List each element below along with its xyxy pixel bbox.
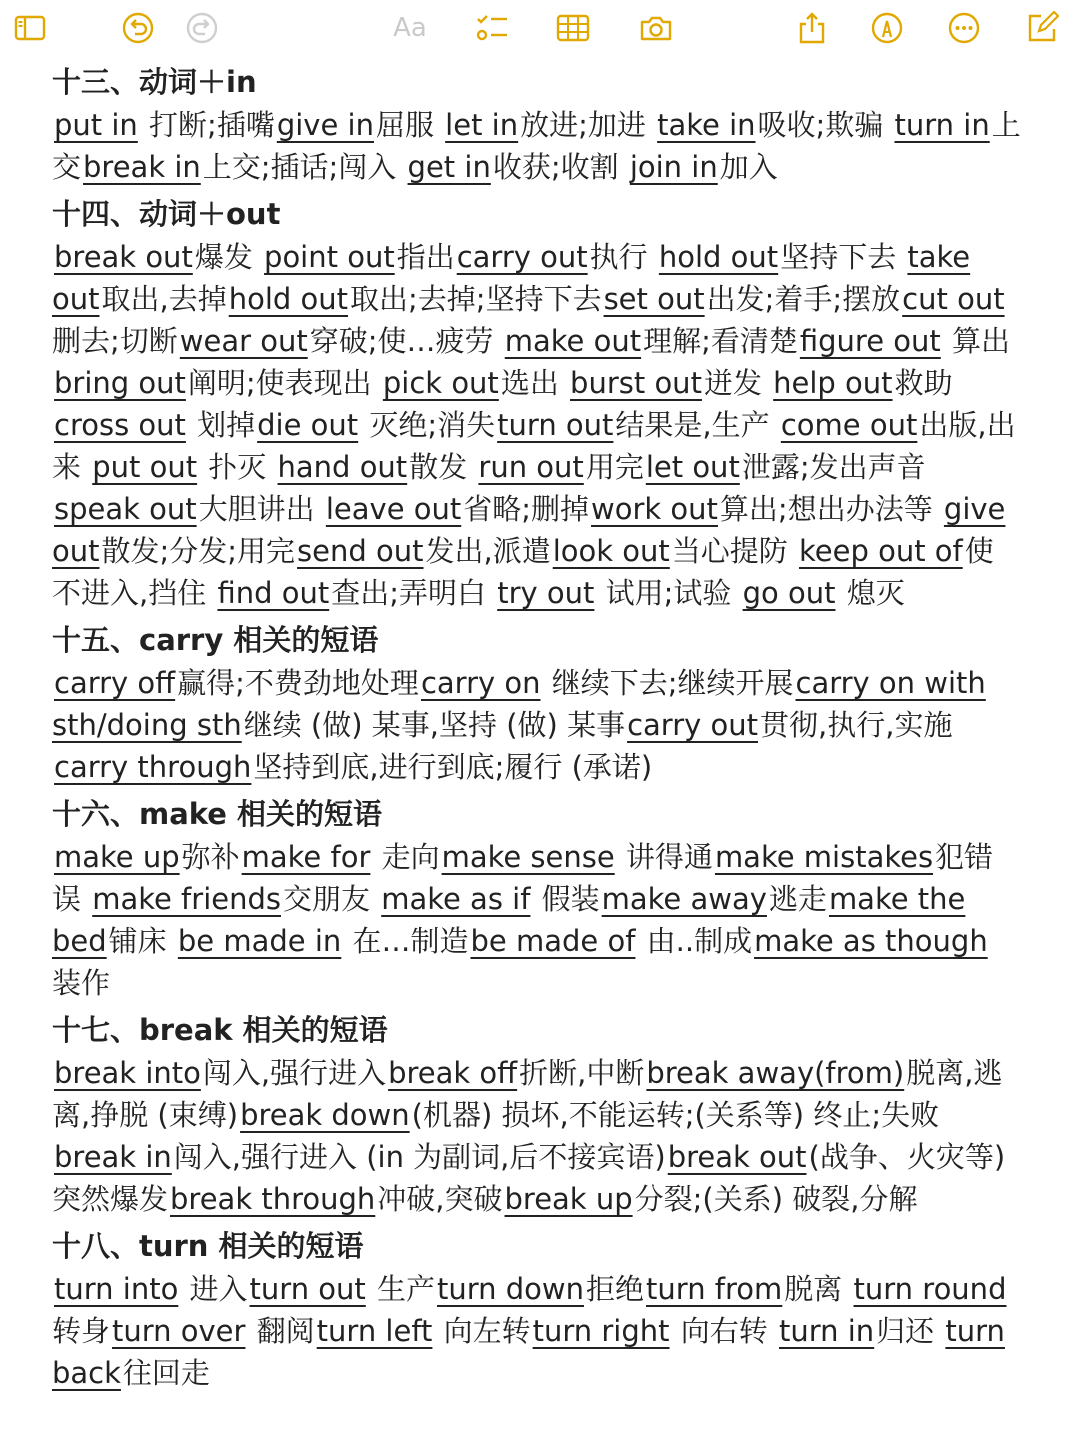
phrase-meaning: 用完 [585, 450, 644, 484]
phrase: run out [478, 450, 584, 484]
phrase-meaning: 在…制造 [343, 924, 469, 958]
phrase: make away [601, 882, 767, 916]
phrase: cut out [902, 282, 1005, 316]
section-heading: 十三、动词＋in [52, 65, 257, 99]
phrase: break in [54, 1140, 172, 1174]
section-paragraph [52, 236, 1022, 614]
phrase-meaning: 闯入,强行进入 [202, 1056, 387, 1090]
phrase-meaning: 弥补 [181, 840, 240, 874]
phrase-meaning: 查出;弄明白 [331, 576, 496, 610]
table-icon[interactable] [553, 8, 593, 48]
phrase: turn out [249, 1272, 366, 1306]
phrase-meaning: 试用;试验 [596, 576, 741, 610]
phrase-meaning: 坚持下去 [780, 240, 906, 274]
phrase-meaning: 往回走 [122, 1356, 210, 1390]
phrase-meaning: 走向 [372, 840, 440, 874]
section-paragraph [52, 1268, 1022, 1394]
phrase-meaning: 上交;插话;闯入 [202, 150, 406, 184]
phrase: give in [276, 108, 374, 142]
phrase-meaning: 拒绝 [586, 1272, 645, 1306]
phrase: cross out [54, 408, 186, 442]
phrase-meaning: 泄露;发出声音 [741, 450, 926, 484]
phrase: break off [388, 1056, 518, 1090]
phrase: make friends [92, 882, 281, 916]
phrase: make up [54, 840, 180, 874]
phrase: break away(from) [646, 1056, 905, 1090]
phrase: turn into [54, 1272, 179, 1306]
phrase-meaning: 上交 [52, 108, 1021, 184]
phrase-meaning: 翻阅 [247, 1314, 315, 1348]
undo-icon[interactable] [118, 8, 158, 48]
phrase-meaning: 取出,去掉 [101, 282, 227, 316]
phrase-meaning: 转身 [52, 1314, 111, 1348]
phrase: make the bed [52, 882, 966, 958]
phrase-meaning: 折断,中断 [519, 1056, 645, 1090]
phrase: break up [504, 1182, 633, 1216]
phrase-meaning: 坚持到底,进行到底;履行 (承诺) [253, 750, 653, 784]
phrase: bring out [54, 366, 186, 400]
phrase-meaning: 继续 (做) 某事,坚持 (做) 某事 [243, 708, 626, 742]
phrase: be made of [470, 924, 636, 958]
phrase: break through [170, 1182, 376, 1216]
phrase-meaning: 划掉 [187, 408, 256, 442]
phrase: give out [52, 492, 1006, 568]
phrase-meaning: 出发;着手;摆放 [706, 282, 901, 316]
section-heading: 十七、break 相关的短语 [52, 1013, 388, 1047]
phrase: carry out [456, 240, 588, 274]
phrase-meaning: 省略;删掉 [463, 492, 590, 526]
phrase: make sense [441, 840, 615, 874]
phrase-meaning: 大胆讲出 [198, 492, 324, 526]
phrase: look out [552, 534, 670, 568]
phrase: let in [445, 108, 519, 142]
phrase-meaning: 进入 [180, 1272, 248, 1306]
phrase-meaning: 赢得;不费劲地处理 [177, 666, 419, 700]
phrase: take in [657, 108, 756, 142]
phrase-meaning: 扑灭 [199, 450, 276, 484]
phrase: carry off [54, 666, 176, 700]
text-format-icon[interactable] [390, 8, 430, 48]
phrase: hand out [277, 450, 408, 484]
phrase-meaning: 散发 [409, 450, 477, 484]
phrase: turn left [316, 1314, 433, 1348]
phrase-meaning: 放进;加进 [520, 108, 656, 142]
phrase-meaning: 假装 [532, 882, 600, 916]
phrase: keep out of [799, 534, 963, 568]
phrase: hold out [658, 240, 779, 274]
phrase: make out [504, 324, 642, 358]
phrase: leave out [325, 492, 462, 526]
phrase-meaning: 闯入,强行进入 (in 为副词,后不接宾语) [173, 1140, 666, 1174]
phrase: hold out [228, 282, 349, 316]
phrase-meaning: 铺床 [108, 924, 176, 958]
phrase: put in [54, 108, 138, 142]
section-paragraph [52, 662, 1022, 788]
phrase-meaning: 向左转 [434, 1314, 531, 1348]
phrase-meaning: 屈服 [375, 108, 444, 142]
phrase: figure out [799, 324, 941, 358]
phrase: find out [217, 576, 330, 610]
section-heading: 十六、make 相关的短语 [52, 797, 383, 831]
phrase-meaning: 生产 [367, 1272, 436, 1306]
phrase: put out [92, 450, 198, 484]
phrase-meaning: 穿破;使…疲劳 [309, 324, 503, 358]
phrase-meaning: 发出,派遣 [425, 534, 551, 568]
phrase: be made in [177, 924, 342, 958]
phrase-meaning: 理解;看清楚 [643, 324, 798, 358]
phrase: try out [497, 576, 595, 610]
phrase: break out [54, 240, 193, 274]
phrase-meaning: 爆发 [194, 240, 263, 274]
phrase: turn round [853, 1272, 1007, 1306]
phrase-meaning: 迸发 [703, 366, 772, 400]
markup-pen-icon[interactable] [867, 8, 907, 48]
phrase-meaning: 打断;插嘴 [139, 108, 275, 142]
section-heading: 十八、turn 相关的短语 [52, 1229, 364, 1263]
phrase: go out [742, 576, 836, 610]
phrase-meaning: 交朋友 [283, 882, 380, 916]
phrase: set out [603, 282, 705, 316]
text-format-label: Aa [393, 13, 427, 43]
section-paragraph [52, 1052, 1022, 1220]
phrase-meaning: 脱离 [784, 1272, 852, 1306]
phrase: break in [83, 150, 201, 184]
phrase-meaning: (机器) 损坏,不能运转;(关系等) 终止;失败 [411, 1098, 940, 1132]
phrase-meaning: (战争、火灾等) 突然爆发 [52, 1140, 1006, 1216]
phrase: burst out [570, 366, 702, 400]
phrase-meaning: 熄灭 [837, 576, 905, 610]
phrase: point out [264, 240, 395, 274]
phrase-meaning: 犯错误 [52, 840, 994, 916]
section-heading: 十五、carry 相关的短语 [52, 623, 379, 657]
phrase: die out [257, 408, 359, 442]
phrase: come out [780, 408, 918, 442]
phrase-meaning: 阐明;使表现出 [187, 366, 381, 400]
phrase-meaning: 分裂;(关系) 破裂,分解 [634, 1182, 918, 1216]
phrase-meaning: 向右转 [671, 1314, 777, 1348]
section-heading: 十四、动词＋out [52, 197, 281, 231]
phrase-meaning: 执行 [589, 240, 657, 274]
phrase-meaning: 由..制成 [637, 924, 753, 958]
phrase: turn in [778, 1314, 875, 1348]
phrase-meaning: 结果是,生产 [615, 408, 779, 442]
phrase: turn right [532, 1314, 670, 1348]
phrase: carry on [420, 666, 541, 700]
phrase: make as though [754, 924, 988, 958]
phrase-meaning: 使不进入,挡住 [52, 534, 994, 610]
notes-toolbar [0, 0, 1080, 56]
phrase: make as if [381, 882, 531, 916]
phrase: carry on with sth/doing sth [52, 666, 986, 742]
more-icon[interactable] [944, 8, 984, 48]
phrase: take out [52, 240, 971, 316]
phrase-meaning: 散发;分发;用完 [101, 534, 296, 568]
phrase: carry out [627, 708, 759, 742]
phrase-meaning: 灭绝;消失 [360, 408, 496, 442]
phrase-meaning: 逃走 [768, 882, 827, 916]
phrase: turn from [646, 1272, 783, 1306]
phrase-meaning: 讲得通 [616, 840, 713, 874]
phrase-meaning: 当心提防 [671, 534, 797, 568]
phrase-meaning: 删去;切断 [52, 324, 178, 358]
phrase: turn in [894, 108, 990, 142]
note-body[interactable] [52, 60, 1022, 1398]
phrase: turn down [437, 1272, 585, 1306]
redo-icon[interactable] [182, 8, 222, 48]
phrase: turn back [52, 1314, 1005, 1390]
phrase: help out [773, 366, 893, 400]
camera-icon[interactable] [636, 8, 676, 48]
phrase-meaning: 脱离,逃离,挣脱 (束缚) [52, 1056, 1003, 1132]
phrase-meaning: 贯彻,执行,实施 [760, 708, 953, 742]
phrase: carry through [54, 750, 252, 784]
phrase-meaning: 继续下去;继续开展 [542, 666, 794, 700]
phrase-meaning: 加入 [719, 150, 778, 184]
phrase: make for [241, 840, 371, 874]
phrase: break into [54, 1056, 201, 1090]
phrase-meaning: 归还 [876, 1314, 944, 1348]
phrase: speak out [54, 492, 197, 526]
compose-icon[interactable] [1022, 8, 1062, 48]
phrase-meaning: 指出 [396, 240, 455, 274]
phrase: break out [667, 1140, 807, 1174]
phrase: work out [591, 492, 718, 526]
phrase-meaning: 冲破,突破 [377, 1182, 503, 1216]
share-icon[interactable] [792, 8, 832, 48]
phrase-meaning: 取出;去掉;坚持下去 [350, 282, 602, 316]
phrase: join in [629, 150, 718, 184]
phrase: pick out [382, 366, 499, 400]
phrase: wear out [179, 324, 308, 358]
phrase: turn over [112, 1314, 246, 1348]
section-paragraph [52, 104, 1022, 188]
phrase-meaning: 算出 [942, 324, 1010, 358]
phrase: send out [297, 534, 424, 568]
sidebar-icon[interactable] [10, 8, 50, 48]
phrase: get in [407, 150, 491, 184]
section-paragraph [52, 836, 1022, 1004]
phrase-meaning: 收获;收割 [492, 150, 628, 184]
phrase-meaning: 选出 [500, 366, 569, 400]
phrase-meaning: 算出;想出办法等 [719, 492, 942, 526]
phrase-meaning: 吸收;欺骗 [757, 108, 893, 142]
checklist-icon[interactable] [472, 8, 512, 48]
phrase: make mistakes [714, 840, 934, 874]
phrase-meaning: 救助 [894, 366, 953, 400]
phrase: break down [240, 1098, 410, 1132]
phrase-meaning: 出版,出来 [52, 408, 1016, 484]
phrase-meaning: 装作 [52, 966, 111, 1000]
phrase: let out [645, 450, 740, 484]
phrase: turn out [497, 408, 614, 442]
